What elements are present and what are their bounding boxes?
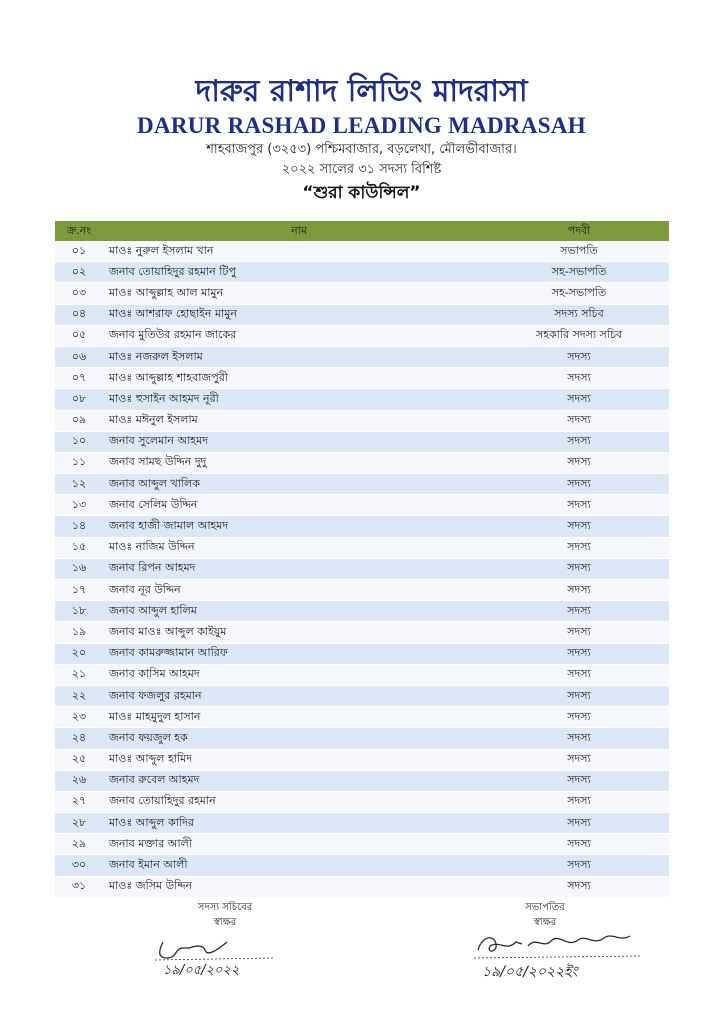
table-row xyxy=(55,241,669,262)
president-handwritten-signature xyxy=(470,922,650,982)
table-row xyxy=(55,262,669,283)
member-serial: ০৭ xyxy=(55,368,103,389)
table-row xyxy=(55,813,669,834)
table-row xyxy=(55,283,669,304)
secretary-signature-date: ১৯/০৫/২০২২ xyxy=(163,963,240,978)
table-row xyxy=(55,368,669,389)
table-row xyxy=(55,516,669,537)
member-serial: ২০ xyxy=(55,643,103,664)
council-subtitle: ২০২২ সালের ৩১ সদস্য বিশিষ্ট xyxy=(281,162,442,177)
member-position: সহ-সভাপতি xyxy=(489,262,669,283)
member-name: মাওঃ নাজিম উদ্দিন xyxy=(103,537,489,558)
member-name: জনাব সেলিম উদ্দিন xyxy=(103,495,489,516)
member-position: সদস্য xyxy=(489,622,669,643)
members-table xyxy=(55,221,669,898)
member-serial: ০৯ xyxy=(55,410,103,431)
table-row xyxy=(55,558,669,579)
member-position: সদস্য xyxy=(489,389,669,410)
title-english: DARUR RASHAD LEADING MADRASAH xyxy=(137,113,586,138)
member-serial: ২৩ xyxy=(55,707,103,728)
table-row xyxy=(55,601,669,622)
member-position: সদস্য xyxy=(489,431,669,452)
member-name: জনাব সামছ উদ্দিন দুদু xyxy=(103,452,489,473)
table-row xyxy=(55,580,669,601)
member-position: সদস্য xyxy=(489,452,669,473)
member-position: সদস্য xyxy=(489,368,669,389)
table-row xyxy=(55,749,669,770)
member-serial: ২৭ xyxy=(55,791,103,812)
member-position: সদস্য xyxy=(489,813,669,834)
members-table-body xyxy=(55,241,669,897)
member-position: সদস্য xyxy=(489,855,669,876)
member-serial: ৩১ xyxy=(55,876,103,897)
member-name: জনাব মক্তার আলী xyxy=(103,834,489,855)
table-row xyxy=(55,834,669,855)
table-row xyxy=(55,728,669,749)
title-bengali: দারুর রাশাদ লিডিং মাদরাসা xyxy=(195,74,528,109)
member-serial: ০৪ xyxy=(55,304,103,325)
member-position: সদস্য xyxy=(489,664,669,685)
member-serial: ১২ xyxy=(55,474,103,495)
member-position: সদস্য xyxy=(489,516,669,537)
member-name: জনাব ফয়জুল হক xyxy=(103,728,489,749)
table-row xyxy=(55,325,669,346)
member-serial: ০৬ xyxy=(55,346,103,367)
member-name: মাওঃ জসিম উদ্দিন xyxy=(103,876,489,897)
member-serial: ২৯ xyxy=(55,834,103,855)
member-serial: ১৬ xyxy=(55,558,103,579)
member-serial: ১১ xyxy=(55,452,103,473)
table-row xyxy=(55,495,669,516)
member-serial: ২৪ xyxy=(55,728,103,749)
table-row xyxy=(55,389,669,410)
member-position: সদস্য সচিব xyxy=(489,304,669,325)
table-row xyxy=(55,707,669,728)
member-name: জনাব তোয়াহিদুর রহমান xyxy=(103,791,489,812)
table-row xyxy=(55,410,669,431)
member-serial: ০৫ xyxy=(55,325,103,346)
table-row xyxy=(55,304,669,325)
member-name: জনাব আব্দুল খালিক xyxy=(103,474,489,495)
member-serial: ১৩ xyxy=(55,495,103,516)
member-name: জনাব মাওঃ আব্দুল কাইয়ুম xyxy=(103,622,489,643)
member-name: জনাব রিপন আহমদ xyxy=(103,558,489,579)
member-name: মাওঃ আব্দুল্লাহ শাহবাজপুরী xyxy=(103,368,489,389)
member-serial: ২৫ xyxy=(55,749,103,770)
member-name: জনাব কাসিম আহমদ xyxy=(103,664,489,685)
member-name: জনাব তোয়াহিদুর রহমান টিপু xyxy=(103,262,489,283)
member-serial: ০২ xyxy=(55,262,103,283)
address-line: শাহবাজপুর (৩২৫৩) পশ্চিমবাজার, বড়লেখা, মৌলভীবাজার। xyxy=(206,142,517,157)
header-name: নাম xyxy=(103,221,489,241)
member-serial: ১৪ xyxy=(55,516,103,537)
table-row xyxy=(55,537,669,558)
member-position: সদস্য xyxy=(489,410,669,431)
member-position: সভাপতি xyxy=(489,241,669,262)
member-position: সহকারি সদস্য সচিব xyxy=(489,325,669,346)
member-position: সদস্য xyxy=(489,707,669,728)
table-row xyxy=(55,346,669,367)
member-position: সদস্য xyxy=(489,876,669,897)
member-serial: ১০ xyxy=(55,431,103,452)
member-position: সদস্য xyxy=(489,685,669,706)
member-name: মাওঃ মাহমুদুল হাসান xyxy=(103,707,489,728)
member-serial: ১৮ xyxy=(55,601,103,622)
table-row xyxy=(55,431,669,452)
member-name: জনাব হাজী জামাল আহমদ xyxy=(103,516,489,537)
member-serial: ২২ xyxy=(55,685,103,706)
member-name: মাওঃ হুসাইন আহমদ নূরী xyxy=(103,389,489,410)
member-serial: ৩০ xyxy=(55,855,103,876)
member-name: জনাব কামরুজ্জামান আরিফ xyxy=(103,643,489,664)
member-position: সদস্য xyxy=(489,643,669,664)
member-position: সদস্য xyxy=(489,580,669,601)
table-row xyxy=(55,685,669,706)
member-name: মাওঃ আশরাফ হোছাইন মামুন xyxy=(103,304,489,325)
secretary-signature-label: স্বাক্ষর xyxy=(213,917,237,928)
member-name: মাওঃ আব্দুল কাদির xyxy=(103,813,489,834)
member-position: সদস্য xyxy=(489,834,669,855)
member-name: মাওঃ আব্দুল্লাহ আল মামুন xyxy=(103,283,489,304)
president-signature-date: ১৯/০৫/২০২২ইং xyxy=(482,964,578,980)
table-header-row xyxy=(55,221,669,241)
secretary-role: সদস্য সচিবের xyxy=(197,902,253,913)
secretary-signature-block xyxy=(175,900,275,930)
member-name: জনাব মুতিউর রহমান জাকের xyxy=(103,325,489,346)
member-position: সদস্য xyxy=(489,537,669,558)
member-serial: ২১ xyxy=(55,664,103,685)
table-row xyxy=(55,452,669,473)
document-header xyxy=(0,72,723,206)
secretary-handwritten-signature xyxy=(145,928,285,980)
member-position: সদস্য xyxy=(489,558,669,579)
member-serial: ০১ xyxy=(55,241,103,262)
member-position: সদস্য xyxy=(489,728,669,749)
member-name: মাওঃ আব্দুল হামিদ xyxy=(103,749,489,770)
member-serial: ২৮ xyxy=(55,813,103,834)
member-serial: ১৫ xyxy=(55,537,103,558)
member-position: সহ-সভাপতি xyxy=(489,283,669,304)
member-serial: ১৯ xyxy=(55,622,103,643)
table-row xyxy=(55,643,669,664)
table-row xyxy=(55,474,669,495)
member-name: জনাব রুবেল আহমদ xyxy=(103,770,489,791)
member-name: জনাব নূর উদ্দিন xyxy=(103,580,489,601)
table-row xyxy=(55,770,669,791)
member-name: জনাব ইমান আলী xyxy=(103,855,489,876)
member-serial: ২৬ xyxy=(55,770,103,791)
member-position: সদস্য xyxy=(489,791,669,812)
member-name: জনাব সুলেমান আহমদ xyxy=(103,431,489,452)
table-row xyxy=(55,855,669,876)
header-position: পদবী xyxy=(489,221,669,241)
member-position: সদস্য xyxy=(489,474,669,495)
council-title: “শুরা কাউন্সিল” xyxy=(302,183,421,203)
president-signature-label: স্বাক্ষর xyxy=(533,917,557,928)
member-serial: ১৭ xyxy=(55,580,103,601)
president-role: সভাপতির xyxy=(525,902,565,913)
member-name: জনাব আব্দুল হালিম xyxy=(103,601,489,622)
table-row xyxy=(55,664,669,685)
member-serial: ০৩ xyxy=(55,283,103,304)
member-name: জনাব ফজলুর রহমান xyxy=(103,685,489,706)
member-position: সদস্য xyxy=(489,601,669,622)
member-position: সদস্য xyxy=(489,770,669,791)
member-position: সদস্য xyxy=(489,495,669,516)
member-name: মাওঃ নজরুল ইসলাম xyxy=(103,346,489,367)
member-name: মাওঃ মঈনুল ইসলাম xyxy=(103,410,489,431)
table-row xyxy=(55,791,669,812)
member-serial: ০৮ xyxy=(55,389,103,410)
member-position: সদস্য xyxy=(489,749,669,770)
table-row xyxy=(55,876,669,897)
member-name: মাওঃ নুরুল ইসলাম খান xyxy=(103,241,489,262)
header-serial: ক্র.নং xyxy=(55,221,103,241)
table-row xyxy=(55,622,669,643)
member-position: সদস্য xyxy=(489,346,669,367)
